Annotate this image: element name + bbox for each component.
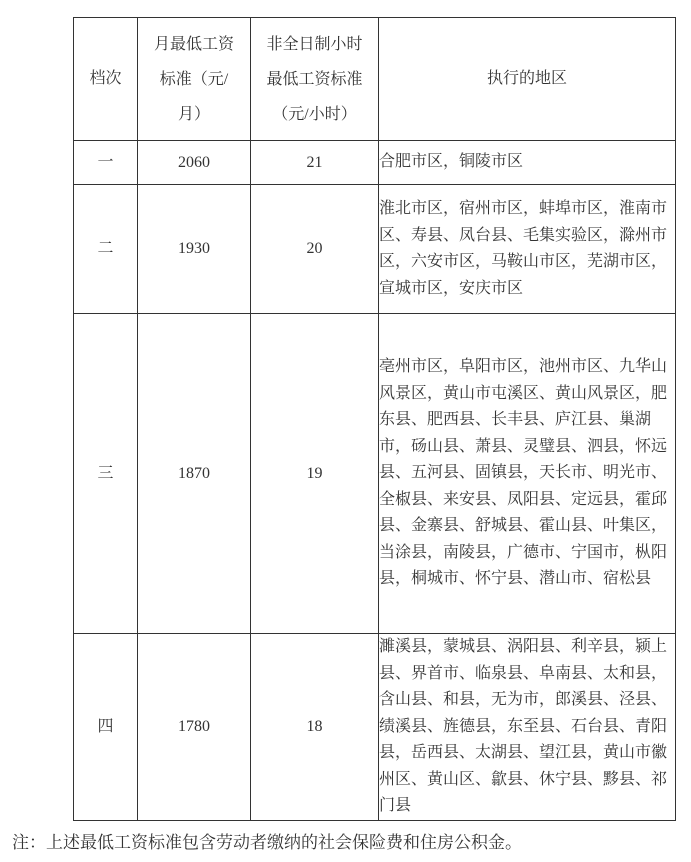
cell-tier: 三 — [74, 314, 138, 634]
cell-monthly-wage: 2060 — [138, 141, 251, 185]
cell-regions: 亳州市区，阜阳市区，池州市区、九华山风景区，黄山市屯溪区、黄山风景区，肥东县、肥西县、长丰县、庐江县、巢湖市，砀山县、萧县、灵璧县、泗县，怀远县、五河县、固镇县，天长市、明光市、全椒县、来安县、凤阳县、定远县，霍邱县、金寨县、舒城县、霍山县、叶集区，当涂县，南陵县，广德市、宁国市，枞阳县，桐城市、怀宁县、潜山市、宿松县 — [379, 314, 676, 634]
table-row-tier-1 — [74, 141, 676, 185]
table-row-tier-4 — [74, 634, 676, 821]
table-note: 注：上述最低工资标准包含劳动者缴纳的社会保险费和住房公积金。 — [12, 833, 522, 852]
col-header-tier: 档次 — [74, 18, 138, 141]
col-header-monthly-line: 月最低工资 — [153, 35, 234, 53]
cell-tier: 四 — [74, 634, 138, 821]
cell-hourly-wage: 20 — [251, 185, 379, 314]
cell-hourly-wage: 21 — [251, 141, 379, 185]
cell-regions: 淮北市区，宿州市区，蚌埠市区，淮南市区、寿县、凤台县、毛集实验区，滁州市区，六安市区，马鞍山市区，芜湖市区，宣城市区，安庆市区 — [379, 185, 676, 314]
cell-regions: 濉溪县，蒙城县、涡阳县、利辛县，颍上县、界首市、临泉县、阜南县、太和县，含山县、和县，无为市，郎溪县、泾县、绩溪县、旌德县，东至县、石台县、青阳县，岳西县、太湖县、望江县，黄山市徽州区、黄山区、歙县、休宁县、黟县、祁门县 — [379, 634, 676, 821]
col-header-hourly-line: 最低工资标准 — [266, 70, 363, 88]
cell-hourly-wage: 18 — [251, 634, 379, 821]
minimum-wage-table — [73, 17, 676, 821]
cell-regions: 合肥市区，铜陵市区 — [379, 141, 676, 185]
table-header-row — [74, 18, 676, 141]
cell-monthly-wage: 1780 — [138, 634, 251, 821]
col-header-hourly-line: （元/小时） — [272, 105, 357, 123]
cell-monthly-wage: 1870 — [138, 314, 251, 634]
cell-tier: 一 — [74, 141, 138, 185]
col-header-monthly-line: 月） — [177, 105, 210, 123]
cell-tier: 二 — [74, 185, 138, 314]
col-header-hourly-wage — [251, 18, 379, 141]
cell-hourly-wage: 19 — [251, 314, 379, 634]
col-header-hourly-line: 非全日制小时 — [266, 35, 363, 53]
table-row-tier-3 — [74, 314, 676, 634]
col-header-monthly-wage — [138, 18, 251, 141]
table-row-tier-2 — [74, 185, 676, 314]
col-header-monthly-line: 标准（元/ — [159, 70, 229, 88]
col-header-regions: 执行的地区 — [379, 18, 676, 141]
cell-monthly-wage: 1930 — [138, 185, 251, 314]
